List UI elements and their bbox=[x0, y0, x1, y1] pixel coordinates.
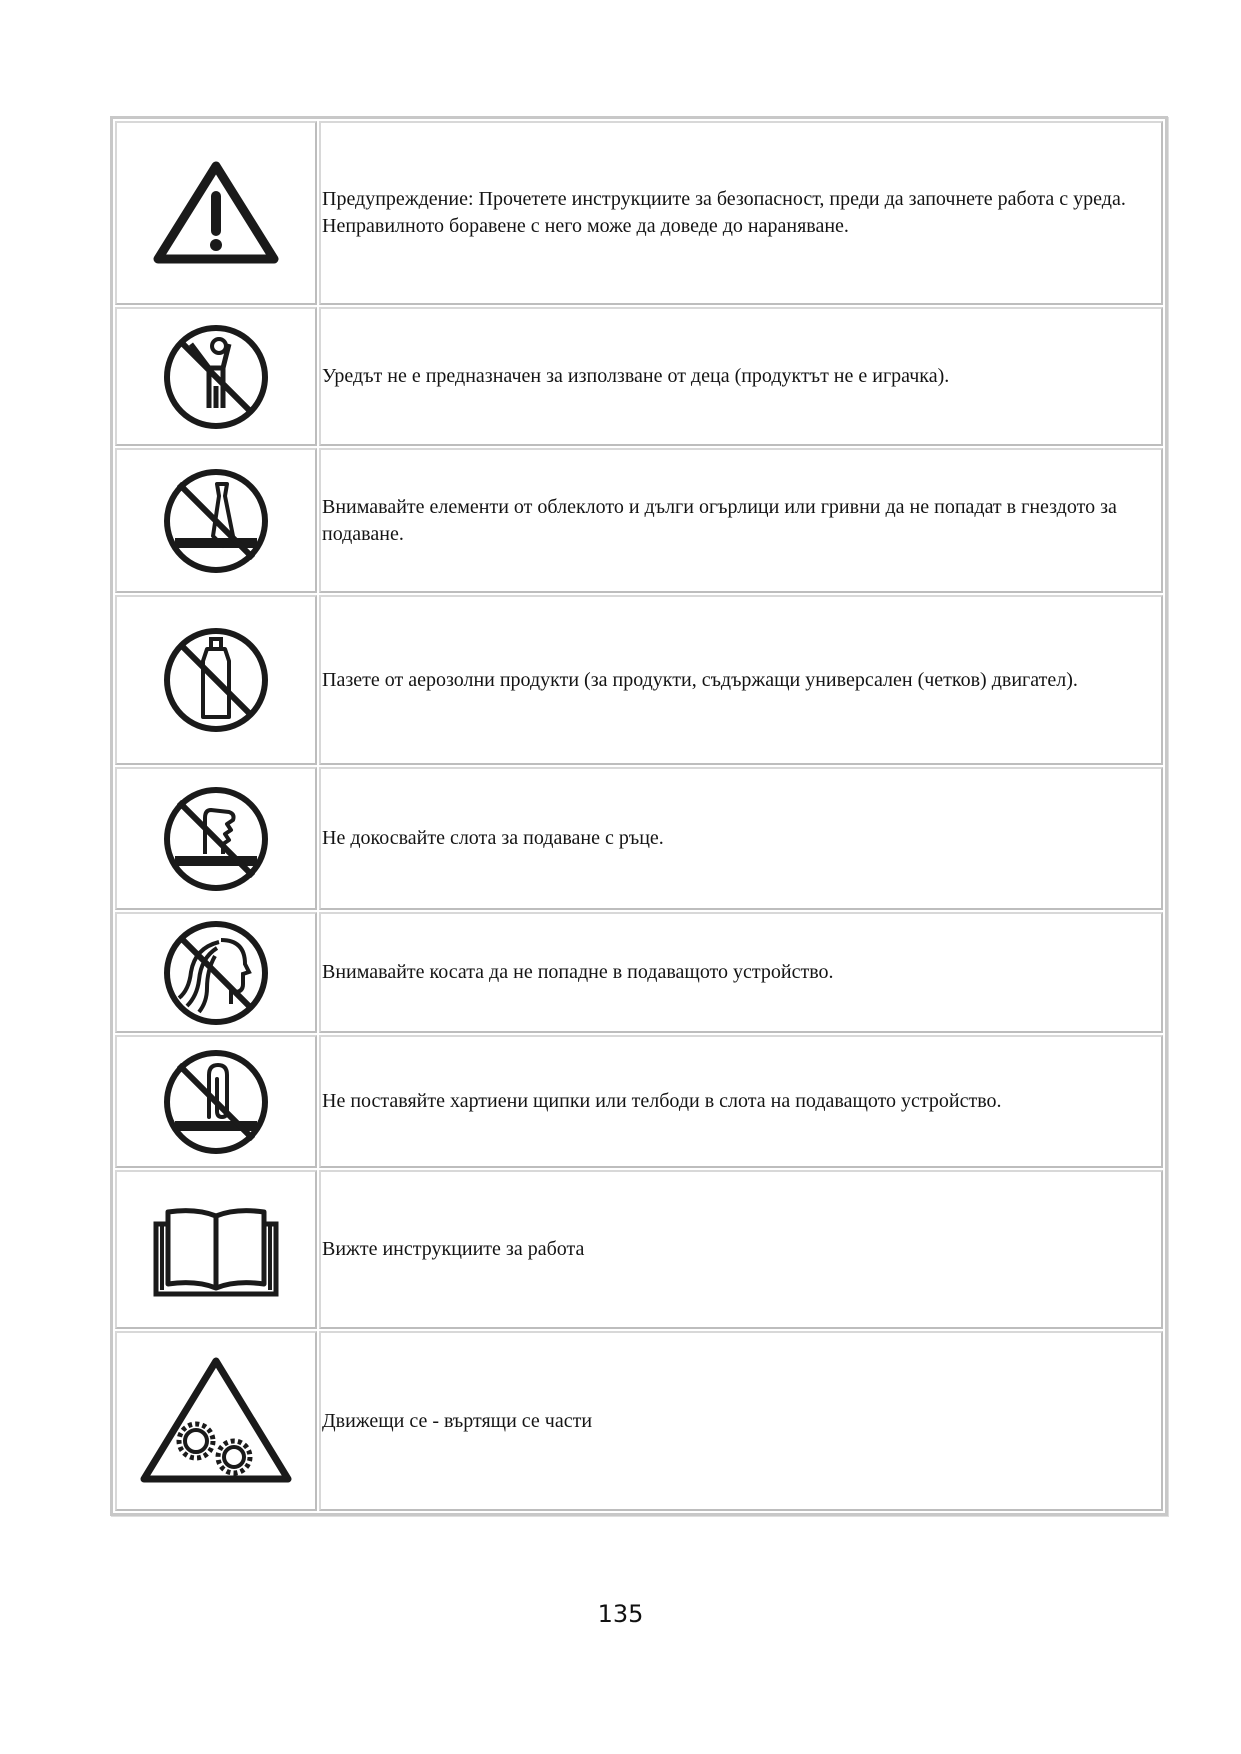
table-row bbox=[115, 1035, 1163, 1168]
icon-cell bbox=[115, 307, 317, 446]
icon-cell bbox=[115, 1035, 317, 1168]
description-cell: Не докосвайте слота за подаване с ръце. bbox=[319, 767, 1163, 910]
no-children-icon bbox=[161, 322, 271, 432]
icon-cell bbox=[115, 595, 317, 765]
icon-cell bbox=[115, 448, 317, 593]
description-cell: Вижте инструкциите за работа bbox=[319, 1170, 1163, 1329]
no-hands-icon bbox=[161, 784, 271, 894]
no-aerosol-icon bbox=[161, 625, 271, 735]
read-manual-book-icon bbox=[146, 1200, 286, 1300]
table-row bbox=[115, 767, 1163, 910]
description-cell: Пазете от аерозолни продукти (за продукти, съдържащи универсален (четков) двигател). bbox=[319, 595, 1163, 765]
description-cell: Предупреждение: Прочетете инструкциите за безопасност, преди да започнете работа с уреда. Неправилното боравене с него може да доведе до нараняване. bbox=[319, 121, 1163, 305]
table-row bbox=[115, 1331, 1163, 1511]
table-row bbox=[115, 912, 1163, 1033]
warning-triangle-icon bbox=[151, 158, 281, 268]
no-clothing-tie-icon bbox=[161, 466, 271, 576]
table-row bbox=[115, 121, 1163, 305]
table-row bbox=[115, 595, 1163, 765]
icon-cell bbox=[115, 1331, 317, 1511]
table-row bbox=[115, 448, 1163, 593]
moving-gears-warning-icon bbox=[136, 1351, 296, 1491]
no-paperclip-icon bbox=[161, 1047, 271, 1157]
icon-cell bbox=[115, 1170, 317, 1329]
description-cell: Внимавайте косата да не попадне в подаващото устройство. bbox=[319, 912, 1163, 1033]
no-hair-icon bbox=[161, 918, 271, 1028]
icon-cell bbox=[115, 912, 317, 1033]
description-cell: Не поставяйте хартиени щипки или телбоди в слота на подаващото устройство. bbox=[319, 1035, 1163, 1168]
description-cell: Уредът не е предназначен за използване от деца (продуктът не е играчка). bbox=[319, 307, 1163, 446]
table-row bbox=[115, 307, 1163, 446]
page-number: 135 bbox=[597, 1600, 644, 1628]
table-row bbox=[115, 1170, 1163, 1329]
icon-cell bbox=[115, 767, 317, 910]
icon-cell bbox=[115, 121, 317, 305]
description-cell: Внимавайте елементи от облеклото и дълги огърлици или гривни да не попадат в гнездото за подаване. bbox=[319, 448, 1163, 593]
safety-symbols-table bbox=[110, 116, 1168, 1516]
description-cell: Движещи се - въртящи се части bbox=[319, 1331, 1163, 1511]
